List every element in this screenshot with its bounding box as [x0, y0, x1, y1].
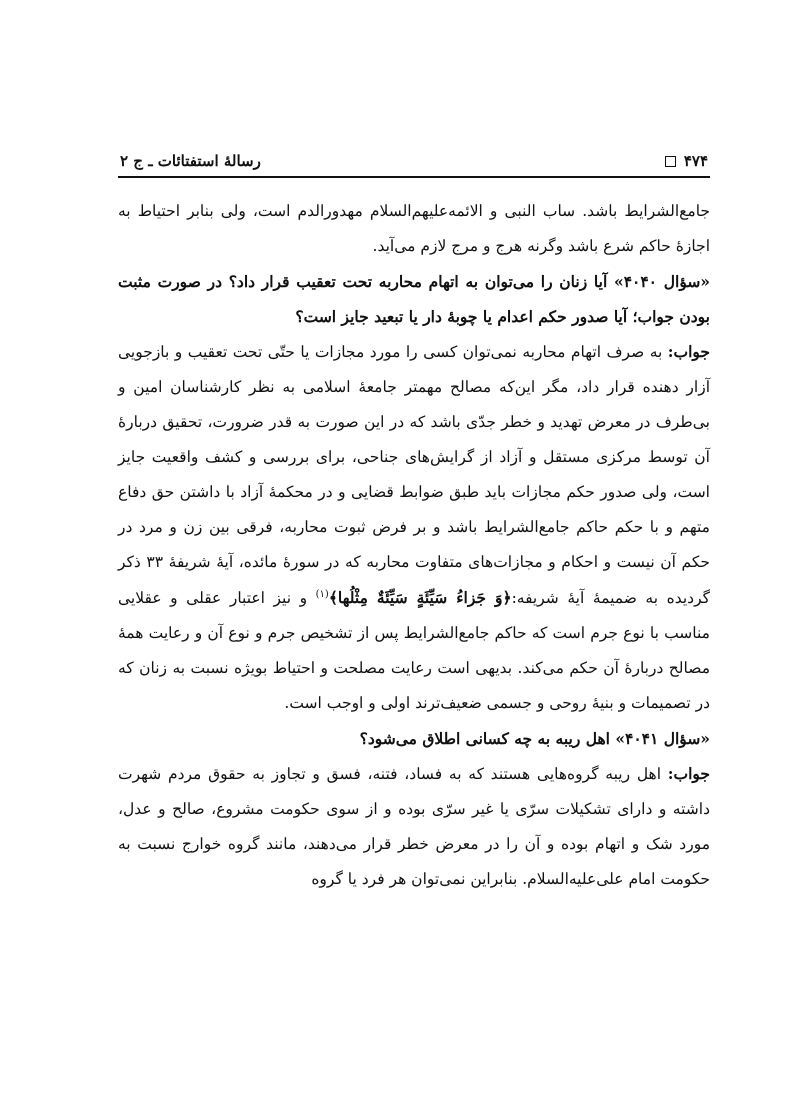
continuation-paragraph: جامع‌الشرایط باشد. ساب النبی و الائمه‌علیهم‌السلام مهدورالدم است، ولی بنابر احتیاط به اجازهٔ حاکم شرع باشد وگرنه هرج و مرج لازم می‌آید.	[118, 202, 710, 255]
answer-label: جواب:	[667, 764, 710, 783]
quran-quote: ﴿وَ جَزاءُ سَيِّئَةٍ سَيِّئَةٌ مِثْلُها﴾	[328, 588, 512, 607]
square-bullet-icon	[665, 156, 676, 167]
answer-4041	[118, 756, 710, 897]
footnote-ref: (۱)	[315, 588, 329, 600]
answer-4040-part2: و نیز اعتبار عقلی و عقلایی مناسب با نوع جرم است که حاکم جامع‌الشرایط پس از تشخیص جرم و نوع آن و رعایت همهٔ مصالح دربارهٔ آن حکم می‌کند. بدیهی است رعایت مصلحت و احتیاط بویژه نسبت به زنان که در تصمیمات و بنیهٔ روحی و جسمی ضعیف‌ترند اولی و اوجب است.	[118, 589, 710, 712]
running-header	[118, 140, 710, 170]
answer-label: جواب:	[667, 342, 710, 361]
book-title: رسالهٔ استفتائات ـ ج ۲	[120, 152, 261, 170]
book-page	[118, 140, 710, 897]
answer-4040-part1: به صرف اتهام محاربه نمی‌توان کسی را مورد مجازات یا حتّی تحت تعقیب و بازجویی آزار دهنده قرار داد، مگر این‌که مصالح مهمتر جامعهٔ اسلامی به نظر کارشناسان امین و بی‌طرف در معرض تهدید و خطر جدّی باشد که در این صورت به قدر ضرورت، تحقیق دربارهٔ آن توسط مرکزی مستقل و آزاد از گرایش‌های جناحی، برای بررسی و کشف واقعیت جایز است، ولی صدور حکم مجازات باید طبق ضوابط قضایی و در محکمهٔ آزاد با داشتن حق دفاع متهم و با حکم حاکم جامع‌الشرایط باشد و بر فرض ثبوت محاربه، فرقی بین زن و مرد در حکم آن نیست و احکام و مجازات‌های متفاوت محاربه که در سورهٔ مائده، آیهٔ شریفهٔ ۳۳ ذکر گردیده به ضمیمهٔ آیهٔ شریفه:	[118, 343, 711, 607]
page-number-group	[665, 152, 708, 170]
question-4040: «سؤال ۴۰۴۰» آیا زنان را می‌توان به اتهام محاربه تحت تعقیب قرار داد؟ در صورت مثبت بودن جواب؛ آیا صدور حکم اعدام یا چوبهٔ دار یا تبعید جایز است؟	[118, 272, 710, 326]
page-number: ۴۷۴	[683, 152, 708, 170]
question-4041: «سؤال ۴۰۴۱» اهل ریبه به چه کسانی اطلاق می‌شود؟	[359, 729, 710, 748]
answer-4041-text: اهل ریبه گروه‌هایی هستند که به فساد، فتنه، فسق و تجاوز به حقوق مردم شهرت داشته و دارای تشکیلات سرّی یا غیر سرّی بوده و از سوی حکومت مشروع، صالح و عدل، مورد شک و اتهام بوده و آن را در معرض خطر قرار می‌دهند، مانند گروه خوارج نسبت به حکومت امام علی‌علیه‌السلام. بنابراین نمی‌توان هر فرد یا گروه	[118, 765, 710, 888]
header-divider	[118, 176, 710, 178]
answer-4040	[118, 334, 710, 721]
